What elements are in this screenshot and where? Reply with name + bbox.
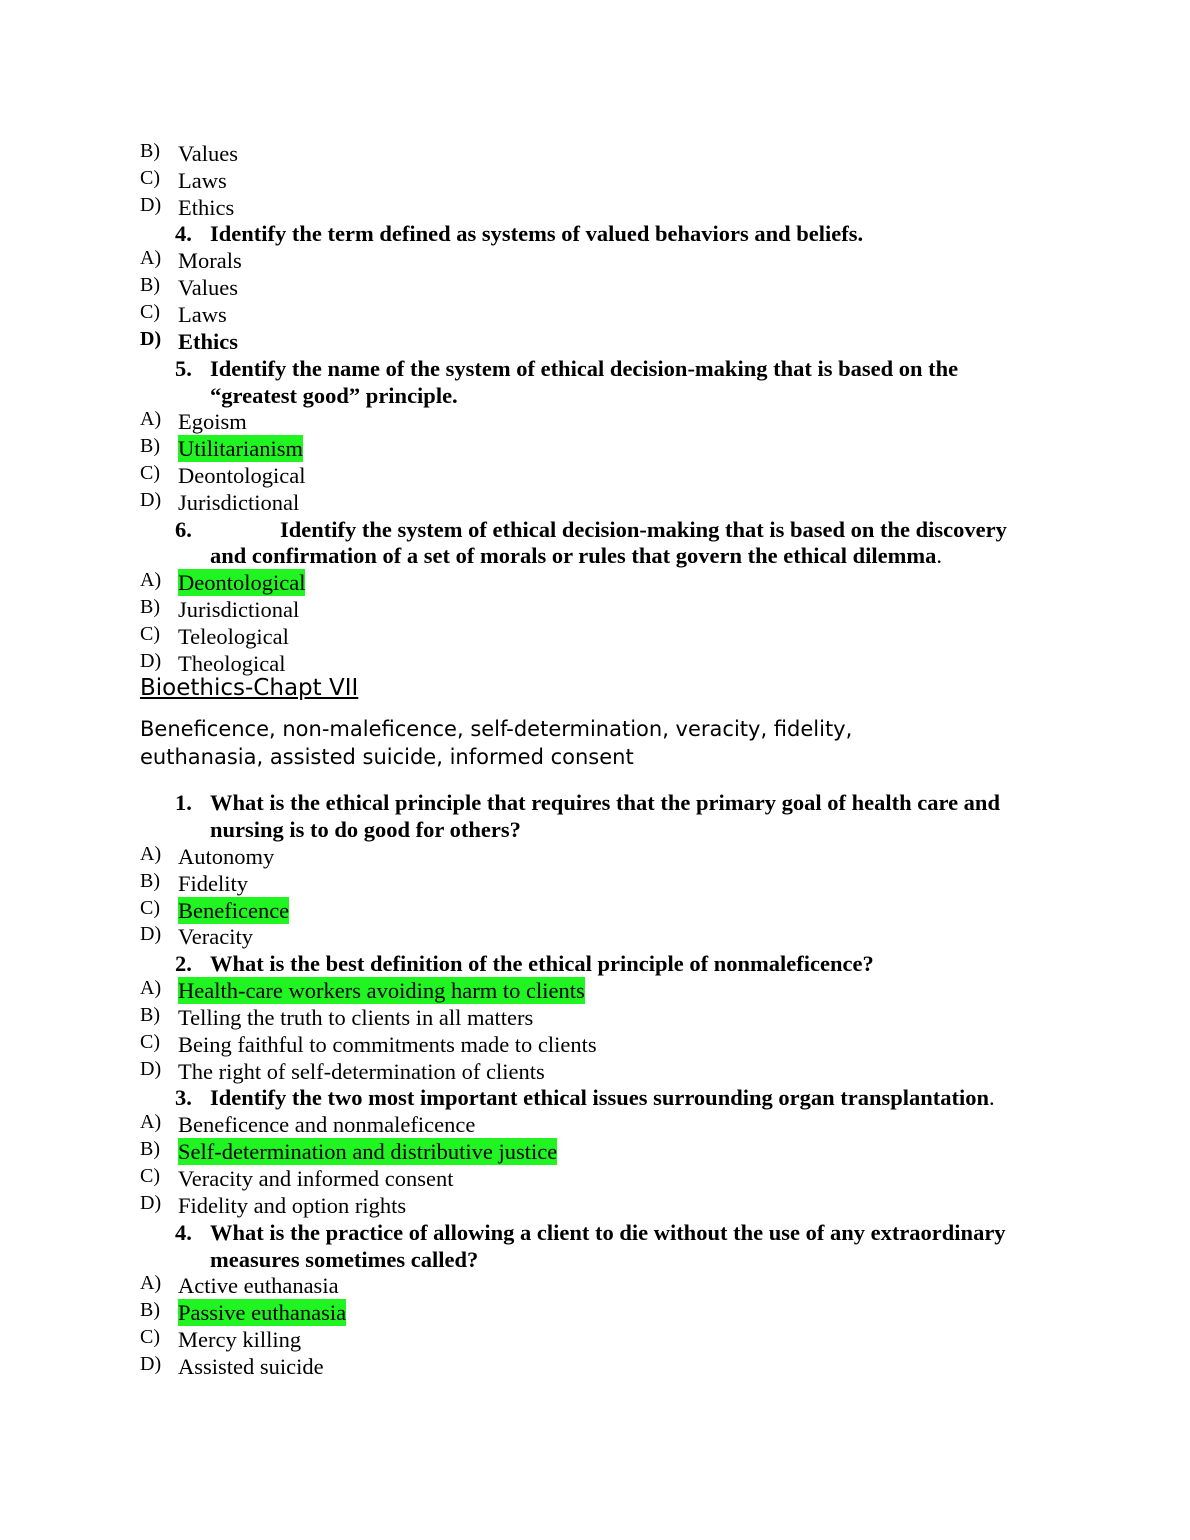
- option-letter: C): [140, 1165, 160, 1187]
- option-letter: A): [140, 247, 162, 269]
- question-text: Identify the two most important ethical issues surrounding organ transplantation: [210, 1085, 990, 1110]
- option-text: Ethics: [178, 329, 239, 354]
- option-letter: B): [140, 140, 160, 162]
- option-text: Assisted suicide: [178, 1354, 324, 1379]
- option-letter: A): [140, 569, 162, 591]
- option-text: Ethics: [178, 195, 235, 220]
- option-letter: A): [140, 977, 162, 999]
- option-text: Fidelity: [178, 871, 249, 896]
- option-letter: D): [140, 1353, 162, 1375]
- question-number: 5.: [175, 356, 192, 381]
- option-text: Jurisdictional: [178, 597, 300, 622]
- option-text: Laws: [178, 168, 227, 193]
- option-text: Telling the truth to clients in all matters: [178, 1005, 534, 1030]
- question-text: What is the practice of allowing a client to die without the use of any extraordinary: [210, 1220, 1006, 1245]
- option-text: Morals: [178, 248, 242, 273]
- option-letter: B): [140, 1138, 160, 1160]
- option-letter: B): [140, 435, 160, 457]
- option-letter: B): [140, 1299, 160, 1321]
- option-letter: C): [140, 623, 160, 645]
- option-text: Active euthanasia: [178, 1273, 339, 1298]
- option-letter: B): [140, 1004, 160, 1026]
- option-letter: D): [140, 328, 162, 350]
- option-letter: B): [140, 596, 160, 618]
- highlighted-answer: Utilitarianism: [178, 436, 303, 461]
- option-text: Jurisdictional: [178, 490, 300, 515]
- option-letter: B): [140, 870, 160, 892]
- option-text: Egoism: [178, 409, 247, 434]
- question-text: “greatest good” principle.: [210, 383, 458, 408]
- section-topics: Beneficence, non-maleficence, self-determination, veracity, fidelity,: [140, 717, 853, 741]
- option-text: Veracity and informed consent: [178, 1166, 454, 1191]
- option-letter: C): [140, 462, 160, 484]
- option-text: Autonomy: [178, 844, 275, 869]
- option-text: Veracity: [178, 924, 253, 949]
- highlighted-answer: Self-determination and distributive justice: [178, 1139, 558, 1164]
- option-letter: D): [140, 650, 162, 672]
- option-letter: D): [140, 1192, 162, 1214]
- option-text: Beneficence and nonmaleficence: [178, 1112, 476, 1137]
- question-text: What is the best definition of the ethical principle of nonmaleficence?: [210, 951, 874, 976]
- question-number: 4.: [175, 221, 192, 246]
- question-number: 2.: [175, 951, 192, 976]
- option-text: Theological: [178, 651, 286, 676]
- option-letter: C): [140, 1031, 160, 1053]
- section-heading: Bioethics-Chapt VII: [140, 675, 359, 701]
- section-topics: euthanasia, assisted suicide, informed consent: [140, 745, 634, 769]
- option-letter: D): [140, 1058, 162, 1080]
- option-letter: C): [140, 167, 160, 189]
- option-text: Deontological: [178, 463, 306, 488]
- highlighted-answer: Deontological: [178, 570, 306, 595]
- option-text: Teleological: [178, 624, 289, 649]
- option-letter: A): [140, 408, 162, 430]
- question-number: 6.: [175, 517, 192, 542]
- question-text: Identify the name of the system of ethical decision-making that is based on the: [210, 356, 959, 381]
- question-text: nursing is to do good for others?: [210, 817, 521, 842]
- option-letter: C): [140, 897, 160, 919]
- question-text: Identify the system of ethical decision-making that is based on the discovery: [280, 517, 1007, 542]
- option-text: Values: [178, 141, 238, 166]
- question-text: measures sometimes called?: [210, 1247, 479, 1272]
- option-letter: A): [140, 1111, 162, 1133]
- option-text: Being faithful to commitments made to clients: [178, 1032, 597, 1057]
- highlighted-answer: Passive euthanasia: [178, 1300, 347, 1325]
- question-number: 4.: [175, 1220, 192, 1245]
- highlighted-answer: Health-care workers avoiding harm to clients: [178, 978, 585, 1003]
- option-letter: C): [140, 1326, 160, 1348]
- option-letter: D): [140, 923, 162, 945]
- question-period: .: [989, 1085, 995, 1110]
- question-text: and confirmation of a set of morals or rules that govern the ethical dilemma: [210, 543, 937, 568]
- option-letter: D): [140, 489, 162, 511]
- option-letter: A): [140, 843, 162, 865]
- option-text: The right of self-determination of clients: [178, 1059, 545, 1084]
- question-period: .: [936, 543, 942, 568]
- option-letter: B): [140, 274, 160, 296]
- option-letter: A): [140, 1272, 162, 1294]
- option-text: Mercy killing: [178, 1327, 302, 1352]
- option-text: Fidelity and option rights: [178, 1193, 407, 1218]
- option-letter: D): [140, 194, 162, 216]
- option-text: Laws: [178, 302, 227, 327]
- option-letter: C): [140, 301, 160, 323]
- option-text: Values: [178, 275, 238, 300]
- highlighted-answer: Beneficence: [178, 898, 290, 923]
- question-text: What is the ethical principle that requires that the primary goal of health care and: [210, 790, 1000, 815]
- question-number: 3.: [175, 1085, 192, 1110]
- question-number: 1.: [175, 790, 192, 815]
- question-text: Identify the term defined as systems of valued behaviors and beliefs.: [210, 221, 864, 246]
